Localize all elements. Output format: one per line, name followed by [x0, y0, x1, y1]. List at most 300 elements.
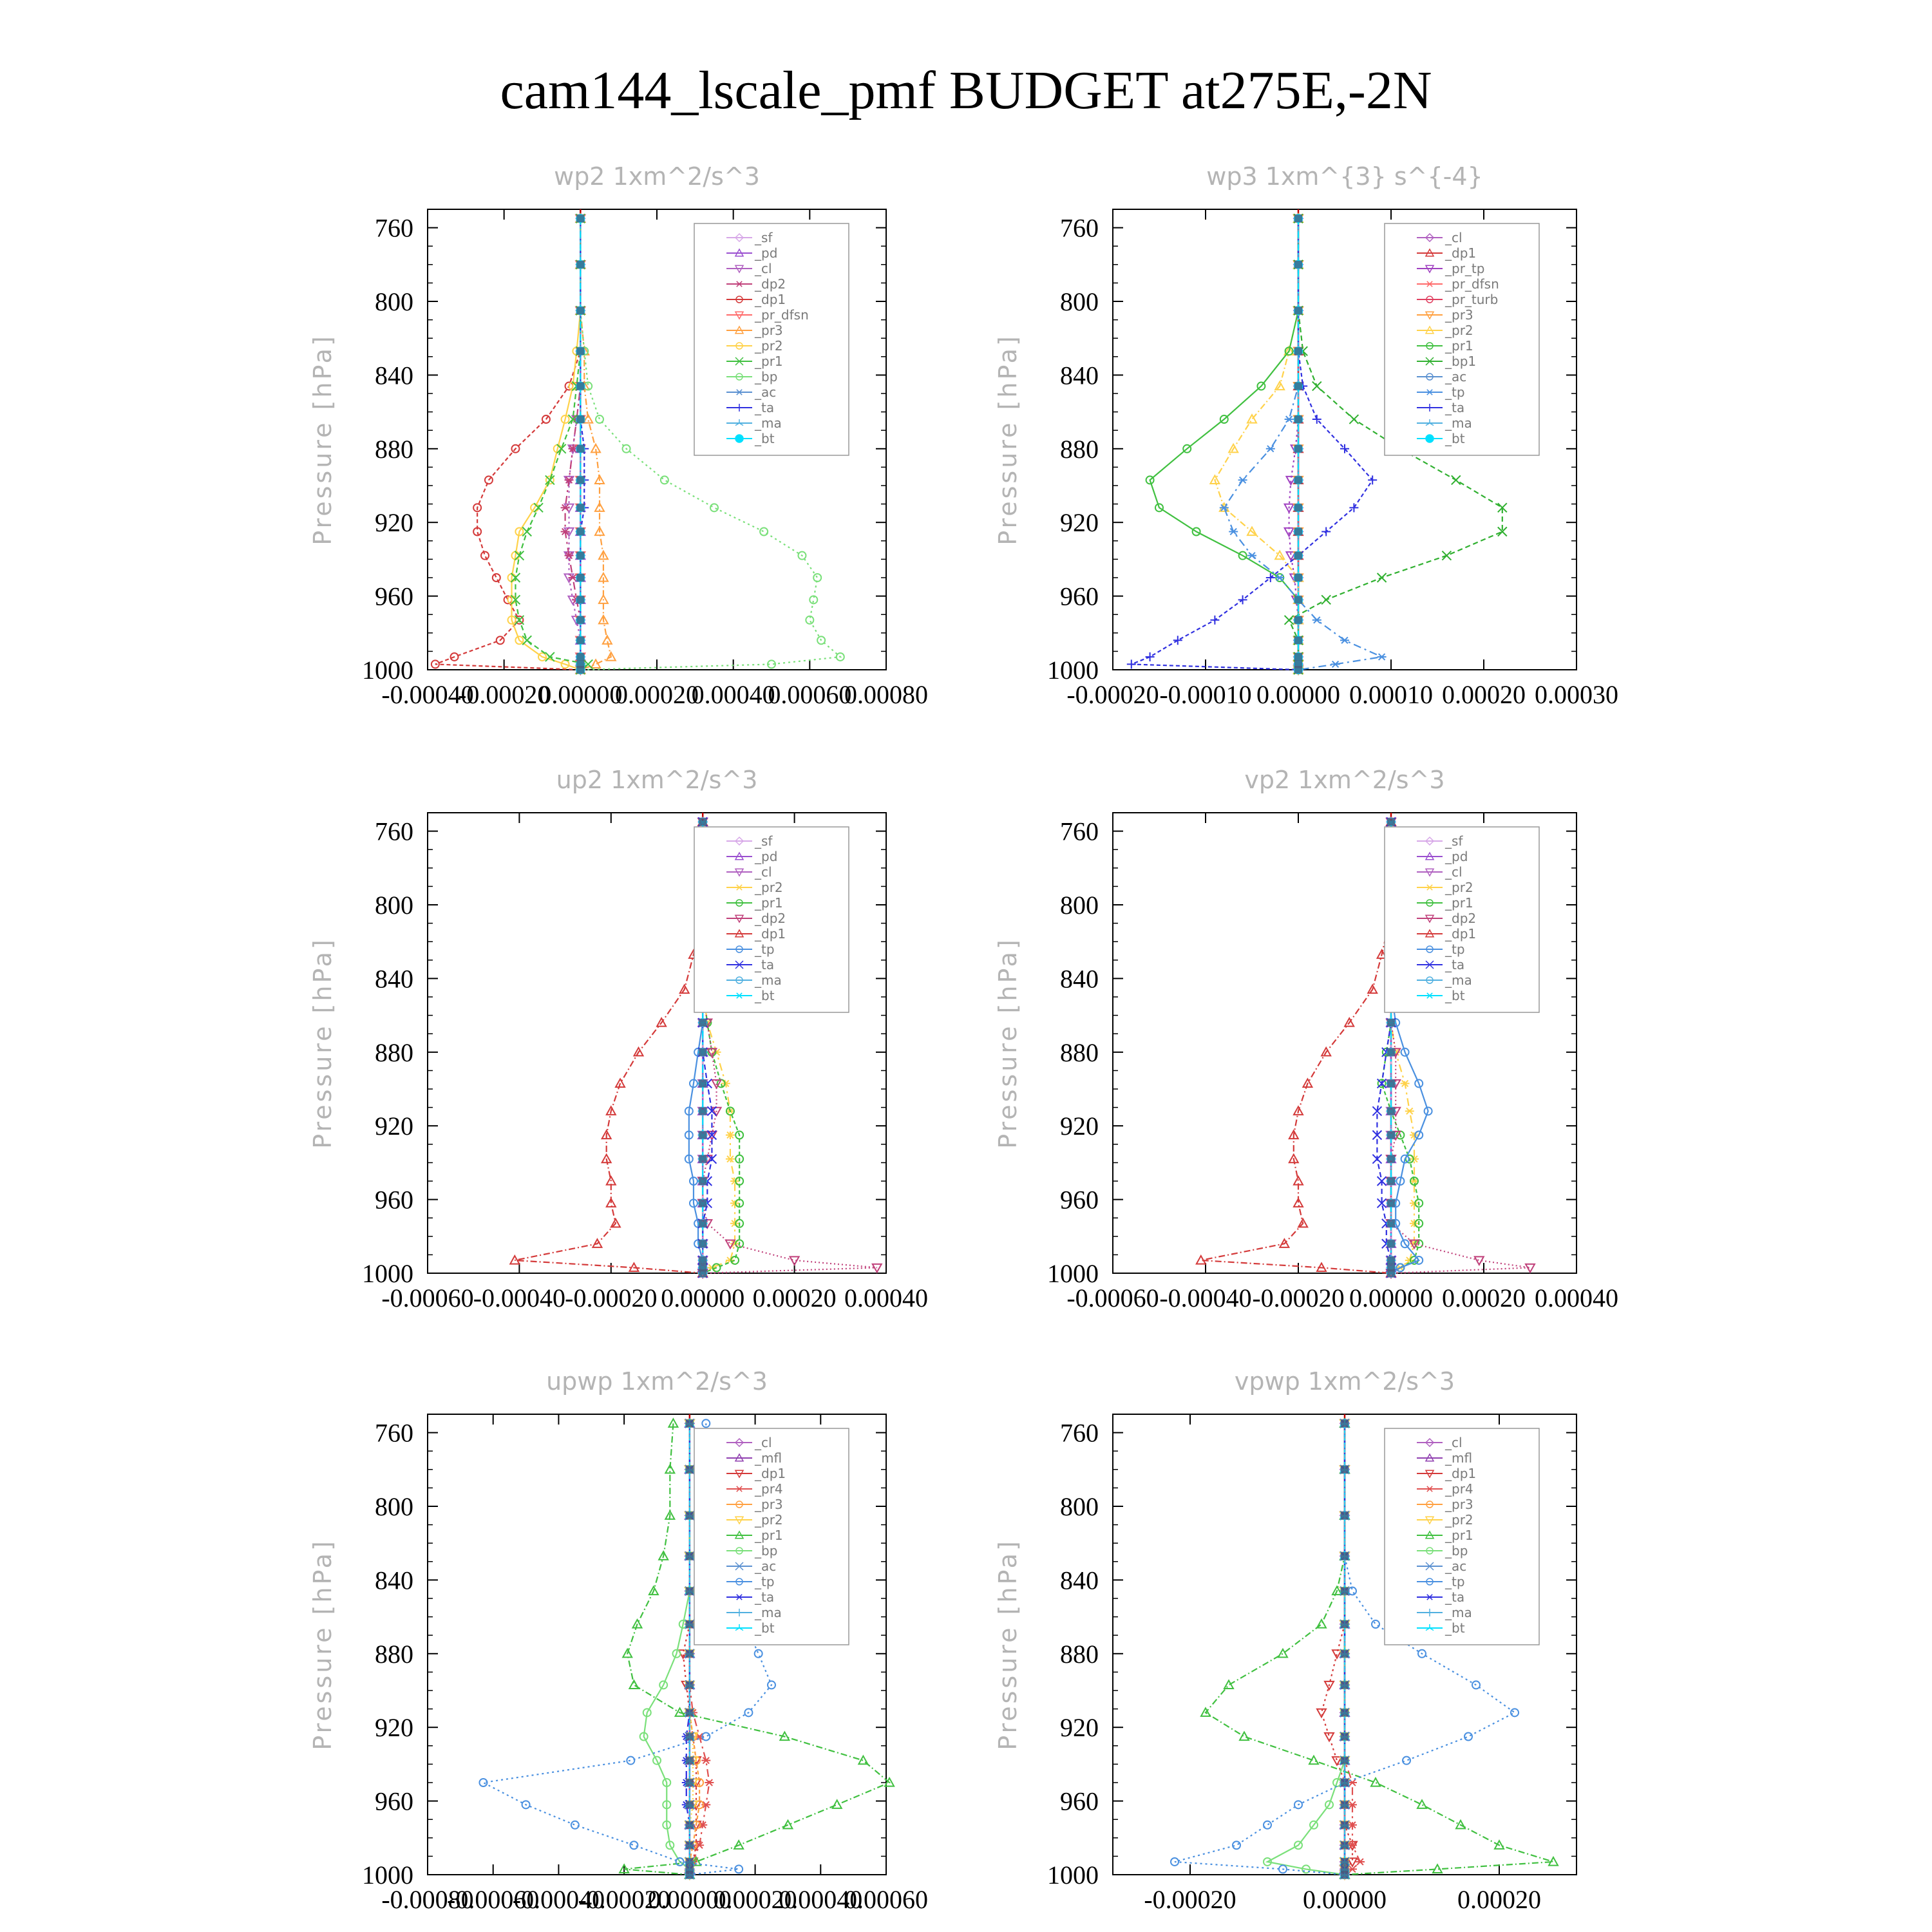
series-line-pr1	[1150, 218, 1298, 670]
legend-label: _ta	[1445, 400, 1465, 415]
x-tick-label: -0.00020	[1252, 1283, 1345, 1312]
legend-label: _pd	[1445, 849, 1468, 864]
data-point	[616, 1079, 625, 1087]
zero-marker	[1341, 1681, 1349, 1689]
data-point	[629, 1680, 638, 1689]
legend-label: _bt	[755, 1620, 775, 1636]
zero-marker	[576, 552, 584, 560]
data-point	[1526, 1264, 1535, 1273]
zero-marker	[686, 1587, 694, 1595]
zero-marker	[1341, 1419, 1349, 1427]
zero-marker	[1294, 616, 1302, 624]
x-tick-label: 0.00020	[1442, 680, 1526, 709]
legend-label: _ta	[1445, 957, 1465, 972]
zero-marker	[1341, 1841, 1349, 1849]
data-point	[1312, 382, 1321, 391]
y-tick-label: 1000	[1047, 1259, 1099, 1288]
y-tick-label: 960	[375, 1185, 413, 1215]
legend-label: _pr3	[1445, 307, 1473, 323]
y-tick-label: 840	[375, 964, 413, 994]
legend-label: _pr_turb	[1445, 292, 1499, 307]
zero-marker	[576, 574, 584, 582]
legend-label: _pr2	[755, 338, 783, 354]
y-tick-label: 760	[1060, 1418, 1099, 1448]
data-point	[705, 1779, 714, 1786]
legend	[694, 827, 849, 1012]
legend-label: _pr4	[755, 1481, 783, 1497]
legend-label: _dp1	[755, 292, 786, 307]
zero-marker	[699, 1019, 706, 1027]
zero-marker	[1387, 1048, 1395, 1056]
legend	[694, 1428, 849, 1645]
zero-marker	[1341, 1552, 1349, 1560]
x-tick-label: 0.00000	[647, 1885, 732, 1914]
legend-label: _dp1	[755, 926, 786, 942]
series-line-pr2	[512, 218, 581, 670]
x-tick-label: -0.00060	[381, 1283, 474, 1312]
legend-label: _pr1	[1445, 1528, 1473, 1543]
chart-panel-5	[308, 1367, 928, 1914]
data-point	[1372, 1620, 1379, 1628]
legend-label: _pr1	[755, 354, 783, 369]
zero-marker	[686, 1511, 694, 1519]
x-tick-label: 0.00060	[768, 680, 852, 709]
zero-marker	[1294, 261, 1302, 269]
data-point	[833, 1800, 842, 1808]
legend-label: _pr1	[755, 1528, 783, 1543]
zero-marker	[699, 1177, 706, 1185]
legend-label: _ma	[1445, 415, 1472, 431]
zero-marker	[576, 528, 584, 536]
zero-marker	[576, 653, 584, 661]
y-tick-label: 920	[1060, 1713, 1099, 1743]
legend-label: _mfl	[1445, 1450, 1473, 1466]
data-point	[1146, 652, 1155, 661]
zero-marker	[686, 1650, 694, 1658]
legend-label: _bp	[1445, 1543, 1468, 1558]
data-point	[1405, 1108, 1414, 1114]
x-tick-label: 0.00040	[691, 680, 775, 709]
data-point	[1229, 529, 1238, 535]
zero-marker	[699, 1132, 706, 1139]
legend-label: _cl	[1445, 1435, 1463, 1450]
x-tick-label: -0.00040	[473, 1283, 566, 1312]
legend-label: _sf	[1445, 833, 1463, 849]
legend-label: _cl	[1445, 864, 1463, 880]
zero-marker	[1387, 1177, 1395, 1185]
legend-label: _ta	[755, 400, 775, 415]
legend-label: _pr_dfsn	[755, 307, 809, 323]
data-point	[1238, 477, 1247, 484]
legend-marker	[735, 435, 743, 442]
legend-label: _pr1	[1445, 338, 1473, 354]
zero-marker	[1387, 1240, 1395, 1247]
zero-marker	[1294, 528, 1302, 536]
y-tick-label: 760	[1060, 817, 1099, 846]
y-tick-label: 920	[375, 508, 413, 538]
zero-marker	[1341, 1821, 1349, 1829]
legend-label: _bp	[755, 1543, 778, 1558]
x-tick-label: 0.00020	[1457, 1885, 1541, 1914]
legend-label: _cl	[755, 864, 772, 880]
legend-label: _ma	[755, 972, 782, 988]
zero-marker	[699, 1220, 706, 1227]
legend-label: _dp1	[1445, 926, 1477, 942]
x-tick-label: -0.00020	[458, 680, 551, 709]
legend	[694, 223, 849, 455]
x-tick-label: 0.00000	[538, 680, 623, 709]
chart-panel-2	[994, 162, 1618, 709]
zero-marker	[1294, 504, 1302, 511]
x-tick-label: -0.00010	[1159, 680, 1252, 709]
y-tick-label: 1000	[1047, 1861, 1099, 1889]
zero-marker	[1387, 1256, 1395, 1264]
zero-marker	[686, 1620, 694, 1628]
data-point	[1210, 616, 1219, 625]
legend-label: _ta	[755, 1589, 775, 1605]
y-tick-label: 760	[375, 1418, 413, 1448]
legend-label: _ac	[1445, 369, 1467, 384]
data-point	[661, 476, 668, 484]
zero-marker	[1387, 1107, 1395, 1115]
panel-title: upwp 1xm^2/s^3	[546, 1367, 768, 1396]
zero-marker	[699, 1269, 706, 1277]
zero-marker	[576, 415, 584, 423]
y-tick-label: 1000	[362, 1861, 413, 1889]
y-tick-label: 760	[1060, 213, 1099, 243]
y-tick-label: 920	[375, 1713, 413, 1743]
data-point	[1173, 636, 1182, 645]
legend-label: _cl	[755, 261, 772, 276]
y-tick-label: 960	[1060, 1786, 1099, 1816]
data-point	[1378, 654, 1387, 660]
data-point	[571, 1821, 579, 1829]
legend-label: _ma	[1445, 1605, 1472, 1620]
data-point	[1266, 446, 1275, 452]
zero-marker	[1294, 347, 1302, 355]
y-tick-label: 920	[375, 1112, 413, 1141]
zero-marker	[1341, 1779, 1349, 1786]
data-point	[1511, 1709, 1519, 1716]
zero-marker	[576, 476, 584, 484]
x-tick-label: -0.00040	[1159, 1283, 1252, 1312]
x-tick-label: 0.00020	[752, 1283, 837, 1312]
legend-label: _ta	[1445, 1589, 1465, 1605]
zero-marker	[1294, 307, 1302, 314]
x-tick-label: -0.00020	[1066, 680, 1159, 709]
y-tick-label: 880	[375, 1639, 413, 1669]
y-tick-label: 920	[1060, 508, 1099, 538]
zero-marker	[1294, 574, 1302, 582]
zero-marker	[686, 1709, 694, 1716]
x-tick-label: 0.00080	[844, 680, 928, 709]
y-tick-label: 880	[1060, 1639, 1099, 1669]
y-tick-label: 800	[375, 1492, 413, 1521]
zero-marker	[686, 1419, 694, 1427]
y-tick-label: 840	[1060, 361, 1099, 390]
y-tick-label: 880	[1060, 1037, 1099, 1067]
zero-marker	[1387, 1132, 1395, 1139]
zero-marker	[1294, 596, 1302, 603]
legend-label: _cl	[755, 1435, 772, 1450]
y-tick-label: 840	[375, 361, 413, 390]
data-point	[1452, 475, 1461, 484]
series-line-dp1	[1201, 822, 1391, 1273]
x-tick-label: 0.00060	[844, 1885, 928, 1914]
zero-marker	[576, 261, 584, 269]
legend-label: _bt	[755, 988, 775, 1003]
legend-label: _bt	[755, 431, 775, 446]
x-tick-label: 0.00020	[1442, 1283, 1526, 1312]
x-tick-label: 0.00000	[661, 1283, 745, 1312]
zero-marker	[1341, 1871, 1349, 1879]
data-point	[1285, 528, 1294, 536]
y-tick-label: 1000	[1047, 656, 1099, 685]
x-tick-label: 0.00000	[1349, 1283, 1433, 1312]
data-point	[1224, 1680, 1233, 1689]
legend-label: _pd	[755, 849, 778, 864]
zero-marker	[576, 347, 584, 355]
data-point	[1356, 1859, 1365, 1865]
zero-marker	[1341, 1858, 1349, 1866]
data-point	[1321, 595, 1331, 604]
zero-marker	[686, 1841, 694, 1849]
x-tick-label: -0.00060	[1066, 1283, 1159, 1312]
panel-title: vp2 1xm^2/s^3	[1244, 766, 1445, 794]
zero-marker	[1387, 1079, 1395, 1087]
legend-label: _tp	[1445, 942, 1465, 957]
y-tick-label: 840	[375, 1566, 413, 1595]
y-axis-label: Pressure [hPa]	[308, 1539, 337, 1750]
legend	[1385, 827, 1539, 1012]
zero-marker	[1294, 383, 1302, 390]
x-tick-label: 0.00020	[615, 680, 699, 709]
legend-label: _dp1	[1445, 1466, 1477, 1481]
legend-label: _tp	[1445, 1574, 1465, 1589]
legend-label: _pr4	[1445, 1481, 1473, 1497]
zero-marker	[576, 383, 584, 390]
data-point	[481, 552, 489, 560]
data-point	[1403, 1757, 1410, 1765]
legend-label: _dp2	[755, 911, 786, 926]
y-tick-label: 880	[1060, 434, 1099, 464]
legend-label: _bt	[1445, 1620, 1465, 1636]
zero-marker	[576, 445, 584, 453]
chart-panel-1	[308, 162, 928, 709]
zero-marker	[699, 1240, 706, 1247]
legend-label: _pr_dfsn	[1445, 276, 1499, 292]
zero-marker	[1341, 1709, 1349, 1716]
y-axis-label: Pressure [hPa]	[994, 937, 1022, 1149]
data-point	[1317, 1620, 1326, 1628]
y-tick-label: 800	[1060, 891, 1099, 920]
y-tick-label: 800	[375, 891, 413, 920]
legend-label: _ac	[755, 384, 777, 400]
data-point	[493, 574, 500, 582]
x-tick-label: 0.00010	[1349, 680, 1433, 709]
data-point	[760, 528, 768, 536]
y-axis-label: Pressure [hPa]	[994, 1539, 1022, 1750]
legend-label: _pr3	[755, 1497, 783, 1512]
zero-marker	[1294, 666, 1302, 674]
y-tick-label: 760	[375, 213, 413, 243]
legend-label: _pr_tp	[1445, 261, 1485, 276]
zero-marker	[699, 1155, 706, 1163]
y-tick-label: 800	[1060, 287, 1099, 316]
data-point	[630, 1841, 638, 1849]
data-point	[627, 1757, 634, 1765]
data-point	[1442, 551, 1451, 560]
legend-label: _tp	[755, 1574, 775, 1589]
series-line-bp	[644, 1423, 690, 1875]
zero-marker	[699, 1107, 706, 1115]
data-point	[545, 475, 554, 484]
legend	[1385, 223, 1539, 455]
data-point	[1285, 416, 1294, 422]
x-tick-label: 0.00040	[1535, 1283, 1618, 1312]
figure-title: cam144_lscale_pmf BUDGET at275E,-2N	[500, 61, 1432, 120]
zero-marker	[1387, 1019, 1395, 1027]
zero-marker	[1341, 1587, 1349, 1595]
panel-title: wp3 1xm^{3} s^{-4}	[1206, 162, 1483, 191]
data-point	[1378, 573, 1387, 582]
zero-marker	[699, 1256, 706, 1264]
legend-label: _pr1	[755, 895, 783, 911]
x-tick-label: 0.00000	[1303, 1885, 1387, 1914]
legend-label: _pr2	[1445, 880, 1473, 895]
legend-label: _dp2	[1445, 911, 1477, 926]
y-axis-label: Pressure [hPa]	[308, 334, 337, 545]
x-tick-label: 0.00000	[1256, 680, 1340, 709]
panel-grid	[308, 162, 1618, 1914]
legend-label: _ac	[1445, 1558, 1467, 1574]
y-tick-label: 800	[375, 287, 413, 316]
legend-label: _pr2	[1445, 323, 1473, 338]
y-tick-label: 960	[375, 1786, 413, 1816]
y-tick-label: 840	[1060, 964, 1099, 994]
legend-label: _ma	[1445, 972, 1472, 988]
panel-title: vpwp 1xm^2/s^3	[1234, 1367, 1455, 1396]
legend-label: _bp	[755, 369, 778, 384]
x-tick-label: -0.00020	[578, 1885, 670, 1914]
data-point	[591, 659, 600, 668]
legend-label: _dp1	[755, 1466, 786, 1481]
legend-label: _ac	[755, 1558, 777, 1574]
legend-label: _dp1	[1445, 245, 1477, 261]
zero-marker	[699, 1079, 706, 1087]
x-tick-label: -0.00020	[565, 1283, 658, 1312]
zero-marker	[576, 214, 584, 222]
x-tick-label: 0.00040	[779, 1885, 863, 1914]
chart-panel-4	[994, 766, 1618, 1312]
data-point	[1331, 661, 1340, 668]
panel-title: up2 1xm^2/s^3	[556, 766, 758, 794]
y-tick-label: 880	[375, 1037, 413, 1067]
y-tick-label: 1000	[362, 656, 413, 685]
zero-marker	[1294, 214, 1302, 222]
zero-marker	[686, 1801, 694, 1808]
zero-marker	[576, 616, 584, 624]
legend-label: _bt	[1445, 431, 1465, 446]
data-point	[596, 415, 603, 423]
y-tick-label: 960	[1060, 582, 1099, 611]
zero-marker	[686, 1466, 694, 1473]
legend-label: _ma	[755, 1605, 782, 1620]
legend-label: _pr2	[755, 880, 783, 895]
data-point	[755, 1650, 762, 1658]
panel-title: wp2 1xm^2/s^3	[554, 162, 760, 191]
x-tick-label: -0.00020	[1144, 1885, 1236, 1914]
data-point	[710, 504, 718, 511]
x-tick-label: 0.00030	[1535, 680, 1618, 709]
legend-label: _pr1	[1445, 895, 1473, 911]
data-point	[858, 1756, 867, 1765]
y-tick-label: 1000	[362, 1259, 413, 1288]
zero-marker	[1387, 1220, 1395, 1227]
zero-marker	[1294, 476, 1302, 484]
y-tick-label: 760	[375, 817, 413, 846]
zero-marker	[1341, 1511, 1349, 1519]
zero-marker	[686, 1681, 694, 1689]
series-line-pr2	[1215, 218, 1298, 670]
data-point	[1127, 659, 1136, 668]
x-tick-label: 0.00020	[713, 1885, 797, 1914]
legend-label: _sf	[755, 230, 773, 245]
zero-marker	[576, 307, 584, 314]
y-tick-label: 880	[375, 434, 413, 464]
zero-marker	[1387, 1199, 1395, 1207]
x-tick-label: -0.00060	[447, 1885, 540, 1914]
legend-label: _pr3	[1445, 1497, 1473, 1512]
zero-marker	[699, 1048, 706, 1056]
zero-marker	[1341, 1733, 1349, 1741]
y-tick-label: 960	[1060, 1185, 1099, 1215]
legend-label: _pr3	[755, 323, 783, 338]
legend-label: _sf	[755, 833, 773, 849]
legend-label: _dp2	[755, 276, 786, 292]
legend-label: _ma	[755, 415, 782, 431]
legend-label: _ta	[755, 957, 775, 972]
legend-label: _cl	[1445, 230, 1463, 245]
y-tick-label: 920	[1060, 1112, 1099, 1141]
data-point	[1285, 616, 1294, 625]
zero-marker	[686, 1552, 694, 1560]
zero-marker	[1341, 1801, 1349, 1808]
data-point	[1264, 1821, 1271, 1829]
legend-label: _pr2	[1445, 1512, 1473, 1528]
x-tick-label: -0.00040	[381, 680, 474, 709]
zero-marker	[686, 1779, 694, 1786]
zero-marker	[1341, 1466, 1349, 1473]
zero-marker	[1341, 1757, 1349, 1765]
zero-marker	[1294, 415, 1302, 423]
zero-marker	[686, 1858, 694, 1866]
series-line-dp1	[515, 822, 703, 1273]
data-point	[1325, 1733, 1334, 1741]
zero-marker	[1294, 636, 1302, 644]
x-tick-label: -0.00080	[381, 1885, 474, 1914]
x-tick-label: -0.00040	[512, 1885, 605, 1914]
y-axis-label: Pressure [hPa]	[994, 334, 1022, 545]
legend-label: _pr2	[755, 1512, 783, 1528]
data-point	[1240, 1732, 1249, 1741]
zero-marker	[686, 1733, 694, 1741]
legend-label: _bt	[1445, 988, 1465, 1003]
zero-marker	[1341, 1650, 1349, 1658]
data-point	[1464, 1733, 1472, 1741]
y-axis-label: Pressure [hPa]	[308, 937, 337, 1149]
chart-panel-6	[994, 1367, 1577, 1914]
